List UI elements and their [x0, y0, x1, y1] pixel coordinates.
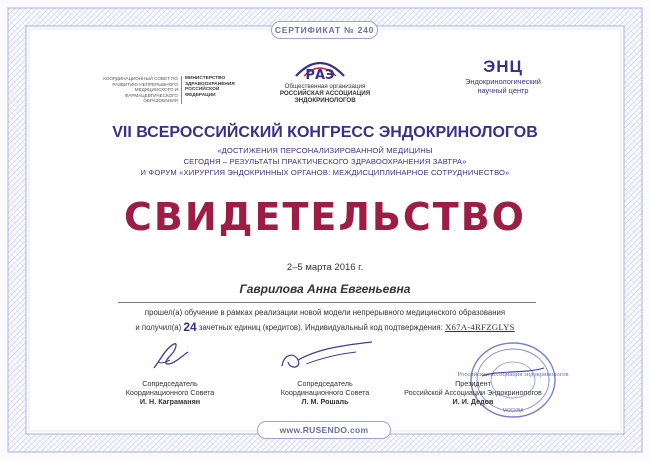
body-line-2	[0, 320, 650, 334]
signatory-2-org: Координационного Совета	[280, 388, 370, 397]
enc-logo	[448, 58, 558, 96]
rae-logo-icon	[292, 52, 348, 82]
event-date: 2–5 марта 2016 г.	[286, 262, 364, 273]
coordination-council-text: КООРДИНАЦИОННЫЙ СОВЕТ ПО РАЗВИТИЮ НЕПРЕРЫВНОГО МЕДИЦИНСКОГО И ФАРМАЦЕВТИЧЕСКОГО ОБРАЗОВАНИЯ	[103, 76, 178, 104]
signatory-3-role: Президент	[455, 379, 491, 388]
signatory-1-org: Координационного Совета	[125, 388, 215, 397]
recipient-name: Гаврилова Анна Евгеньевна	[239, 282, 411, 296]
body-line-2-prefix: и получил(а)	[135, 323, 182, 332]
ministry-text: МИНИСТЕРСТВО ЗДРАВООХРАНЕНИЯ РОССИЙСКОЙ ФЕДЕРАЦИИ	[185, 76, 235, 98]
rae-line-1: Общественная организация	[284, 83, 366, 90]
stamp-text: Российская ассоциация эндокринологов	[457, 371, 569, 378]
confirmation-code: X67A-4RFZGLYS	[445, 322, 515, 332]
congress-title: VII ВСЕРОССИЙСКИЙ КОНГРЕСС ЭНДОКРИНОЛОГОВ	[112, 124, 538, 141]
signatory-1-name: И. Н. Каграманян	[139, 397, 201, 406]
signatory-2-role: Сопредседатель	[297, 379, 353, 388]
certificate-number-badge: СЕРТИФИКАТ № 240	[271, 21, 378, 39]
stamp-city: МОСКВА	[502, 408, 524, 414]
subtitle-line-3: И ФОРУМ «ХИРУРГИЯ ЭНДОКРИННЫХ ОРГАНОВ: МЕЖДИСЦИПЛИНАРНОЕ СОТРУДНИЧЕСТВО»	[140, 168, 510, 177]
credits-count: 24	[183, 320, 197, 334]
logo-divider	[181, 76, 182, 104]
signature-1	[148, 340, 192, 372]
signatory-2	[250, 379, 400, 406]
signatory-3-org: Российской Ассоциации Эндокринологов	[404, 388, 542, 397]
rae-logo-text	[255, 83, 395, 105]
subtitle-line-2: СЕГОДНЯ – РЕЗУЛЬТАТЫ ПРАКТИЧЕСКОГО ЗДРАВООХРАНЕНИЯ ЗАВТРА»	[183, 157, 467, 166]
signatory-3-name: И. И. Дедов	[452, 397, 494, 406]
body-line-1: прошел(а) обучение в рамках реализации новой модели непрерывного медицинского образования	[144, 308, 506, 317]
subtitle-line-1: «ДОСТИЖЕНИЯ ПЕРСОНАЛИЗИРОВАННОЙ МЕДИЦИНЫ	[217, 146, 433, 155]
ministry-logo	[103, 76, 235, 106]
rae-logo-mark: РАЭ	[305, 68, 335, 83]
enc-line-1: Эндокринологический	[465, 77, 541, 86]
name-underline	[118, 302, 536, 303]
signatory-3	[398, 379, 548, 406]
signatory-2-name: Л. М. Рошаль	[301, 397, 349, 406]
signatory-1-role: Сопредседатель	[142, 379, 198, 388]
website-badge: www.RUSENDO.com	[257, 421, 391, 439]
rae-line-3: ЭНДОКРИНОЛОГОВ	[294, 97, 356, 105]
enc-logo-mark: ЭНЦ	[483, 57, 523, 76]
enc-line-2: научный центр	[477, 85, 529, 95]
enc-logo-text	[448, 78, 558, 96]
signature-2	[276, 340, 376, 372]
signatory-1	[95, 379, 245, 406]
body-line-2-middle: зачетных единиц (кредитов). Индивидуальный код подтверждения:	[198, 323, 443, 332]
document-title: СВИДЕТЕЛЬСТВО	[124, 195, 526, 239]
rae-line-2: РОССИЙСКАЯ АССОЦИАЦИЯ	[279, 90, 371, 98]
